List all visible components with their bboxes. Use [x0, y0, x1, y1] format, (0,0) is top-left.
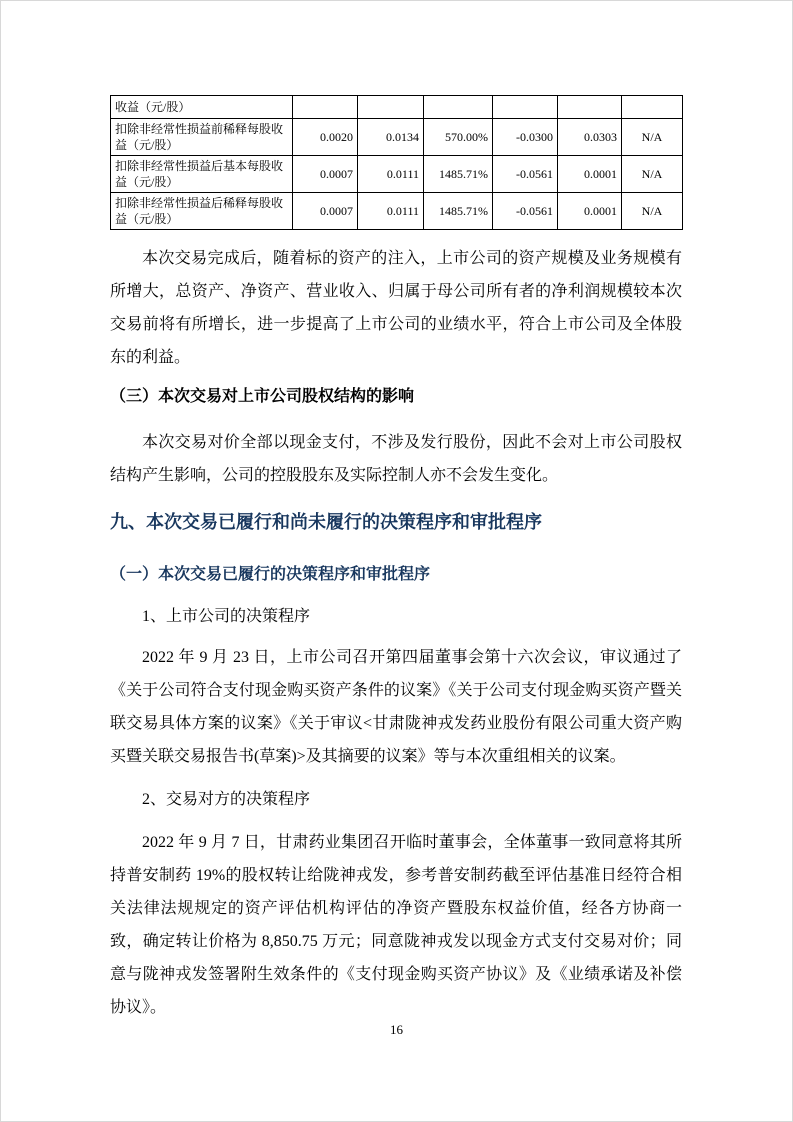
- paragraph-equity-structure: 本次交易对价全部以现金支付，不涉及发行股份，因此不会对上市公司股权结构产生影响，公司的控股股东及实际控制人亦不会发生变化。: [110, 434, 682, 484]
- table-cell-value: 0.0007: [293, 193, 358, 230]
- table-cell-value: -0.0561: [493, 156, 558, 193]
- heading-section-three-equity-structure: （三）本次交易对上市公司股权结构的影响: [110, 388, 415, 405]
- table-cell-value: 0.0134: [358, 119, 424, 156]
- paragraph-transaction-impact: 本次交易完成后，随着标的资产的注入，上市公司的资产规模及业务规模有所增大，总资产、净资产、营业收入、归属于母公司所有者的净利润规模较本次交易前将有所增长，进一步提高了上市公司的业绩水平，符合上市公司及全体股东的利益。: [110, 250, 682, 366]
- table-cell-label: 扣除非经常性损益前稀释每股收益（元/股）: [111, 119, 293, 156]
- table-cell-value: 0.0020: [293, 119, 358, 156]
- table-cell-value: 0.0111: [358, 193, 424, 230]
- table-cell-value: -0.0300: [493, 119, 558, 156]
- table-cell-label: 扣除非经常性损益后稀释每股收益（元/股）: [111, 193, 293, 230]
- table-cell-value: 1485.71%: [424, 193, 493, 230]
- table-cell-value: [493, 96, 558, 119]
- page-number: 16: [390, 1022, 403, 1037]
- table-cell-value: [622, 96, 683, 119]
- table-cell-value: 1485.71%: [424, 156, 493, 193]
- table-cell-label: 扣除非经常性损益后基本每股收益（元/股）: [111, 156, 293, 193]
- table-row: [111, 119, 683, 156]
- table-cell-value: N/A: [622, 193, 683, 230]
- list-item-1-title: 1、上市公司的决策程序: [142, 608, 311, 625]
- table-row: [111, 156, 683, 193]
- list-item-2-title: 2、交易对方的决策程序: [142, 791, 311, 808]
- table-cell-label: 收益（元/股）: [111, 96, 293, 119]
- table-row: [111, 96, 683, 119]
- table-cell-value: 0.0007: [293, 156, 358, 193]
- table-cell-value: [293, 96, 358, 119]
- paragraph-counterparty-procedures: 2022 年 9 月 7 日，甘肃药业集团召开临时董事会，全体董事一致同意将其所持普安制药 19%的股权转让给陇神戎发，参考普安制药截至评估基准日经符合相关法律法规规定的资产评估机构评估的净资产暨股东权益价值，经各方协商一致，确定转让价格为 8,850.75 万元；同意陇神戎发以现金方式支付交易对价；同意与陇神戎发签署附生效条件的《支付现金购买资产协议》及《业绩承诺及补偿协议》。: [110, 834, 682, 1016]
- table-cell-value: [558, 96, 622, 119]
- page-content: [110, 95, 682, 1024]
- table-cell-value: [424, 96, 493, 119]
- eps-comparison-table: [110, 95, 683, 230]
- table-cell-value: 0.0001: [558, 193, 622, 230]
- table-cell-value: N/A: [622, 119, 683, 156]
- table-cell-value: 570.00%: [424, 119, 493, 156]
- table-row: [111, 193, 683, 230]
- paragraph-listed-company-procedures: 2022 年 9 月 23 日，上市公司召开第四届董事会第十六次会议，审议通过了《关于公司符合支付现金购买资产条件的议案》《关于公司支付现金购买资产暨关联交易具体方案的议案》《关于审议<甘肃陇神戎发药业股份有限公司重大资产购买暨关联交易报告书(草案)>及其摘要的议案》等与本次重组相关的议案。: [110, 649, 682, 765]
- table-cell-value: 0.0001: [558, 156, 622, 193]
- table-cell-value: -0.0561: [493, 193, 558, 230]
- table-cell-value: 0.0303: [558, 119, 622, 156]
- table-cell-value: N/A: [622, 156, 683, 193]
- heading-section-nine-procedures: 九、本次交易已履行和尚未履行的决策程序和审批程序: [110, 512, 542, 532]
- heading-subsection-one-completed-procedures: （一）本次交易已履行的决策程序和审批程序: [110, 566, 431, 583]
- table-cell-value: 0.0111: [358, 156, 424, 193]
- table-cell-value: [358, 96, 424, 119]
